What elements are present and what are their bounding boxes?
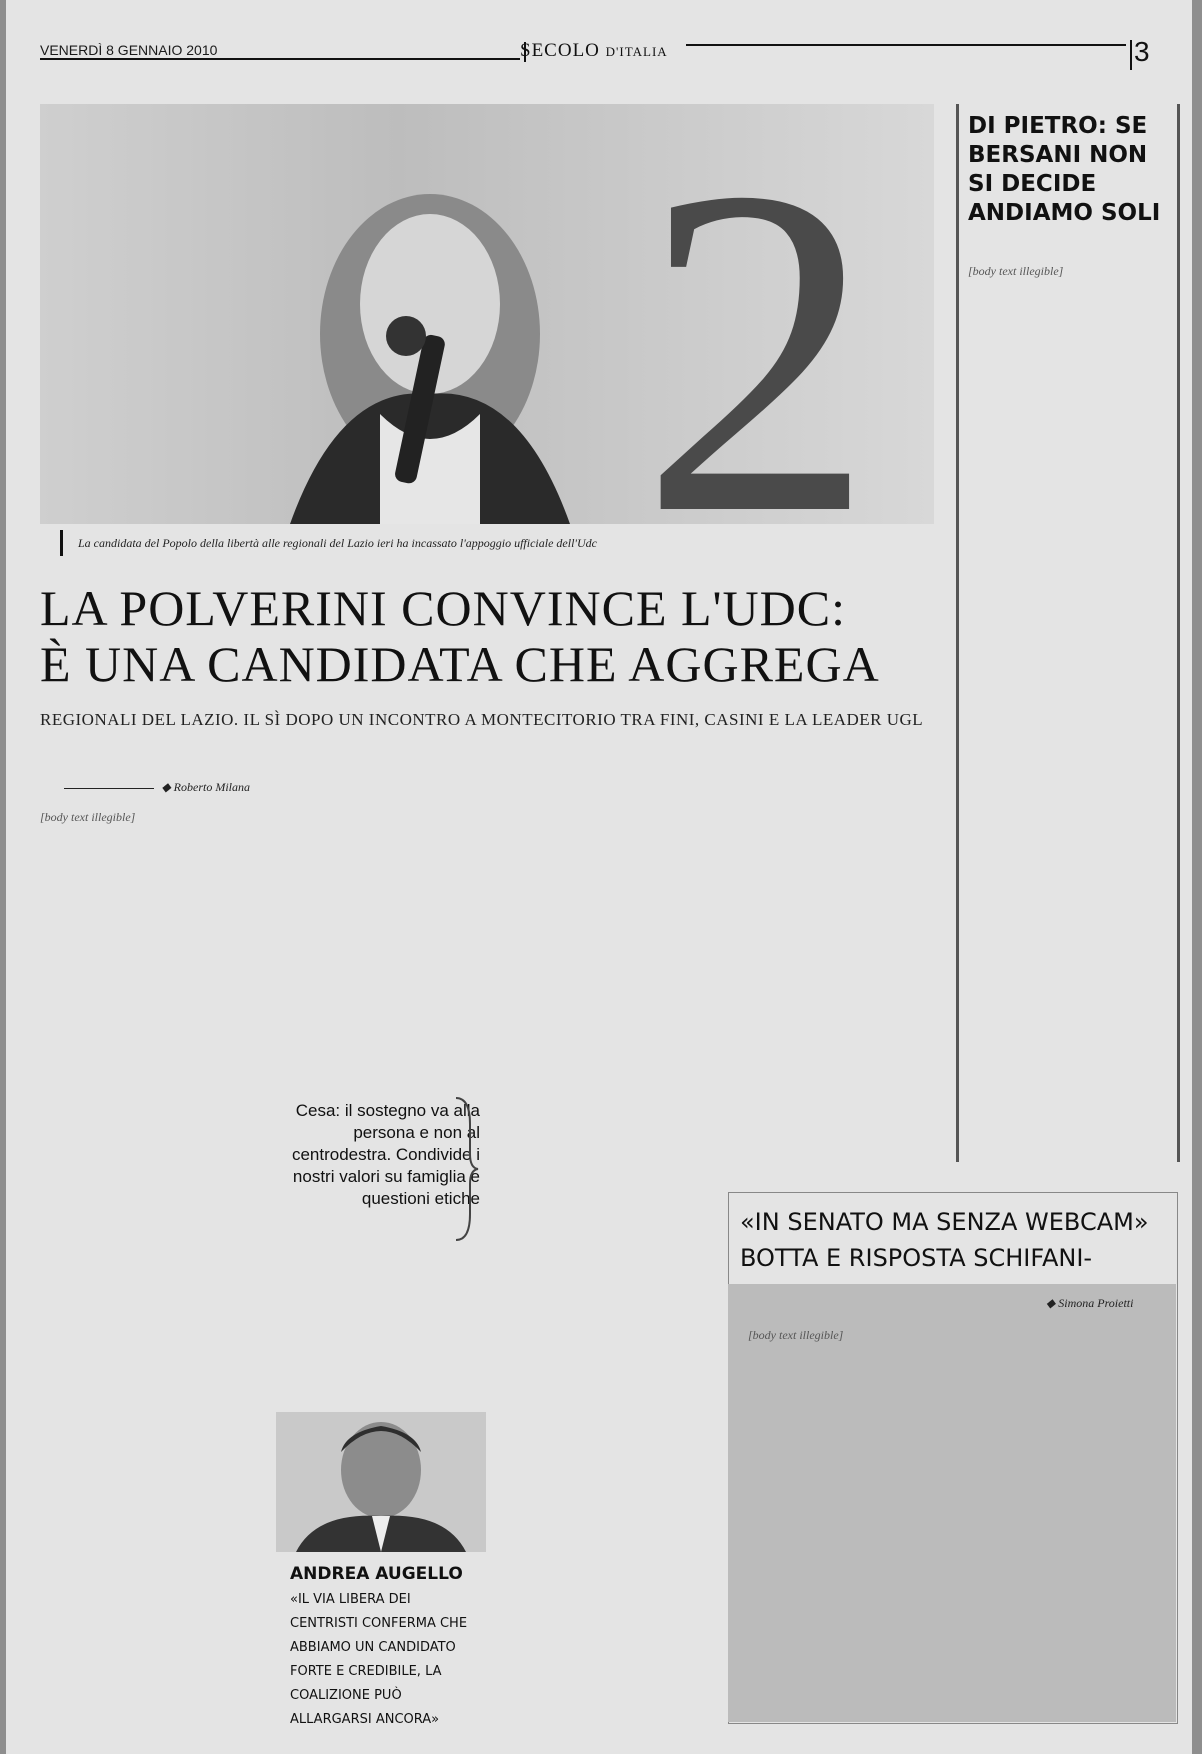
byline-author: Roberto Milana <box>173 780 250 794</box>
lead-photo <box>40 104 934 524</box>
article-column-2b <box>270 1258 480 1398</box>
article-column-1 <box>40 808 250 1728</box>
headline-line-1: LA POLVERINI CONVINCE L'UDC: <box>40 580 847 636</box>
senato-headline-line-1: «IN SENATO MA SENZA WEBCAM» <box>740 1208 1149 1236</box>
newspaper-name-main: SECOLO <box>520 40 600 61</box>
microphone-head <box>386 316 426 356</box>
augello-portrait <box>276 1412 486 1552</box>
newspaper-name-suffix: D'ITALIA <box>605 44 668 59</box>
article-column-3 <box>500 776 710 1726</box>
headline <box>40 580 940 692</box>
augello-quote: «IL VIA LIBERA DEI CENTRISTI CONFERMA CHE ABBIAMO UN CANDIDATO FORTE E CREDIBILE, LA COALIZIONE PUÒ ALLARGARSI ANCORA» <box>290 1592 468 1727</box>
senato-body <box>748 1326 1158 1706</box>
diamond-icon: ◆ <box>1046 1296 1056 1310</box>
masthead-rule <box>40 58 520 60</box>
masthead-rule <box>686 44 1126 46</box>
byline <box>40 780 250 795</box>
page-number-rule <box>1130 40 1132 70</box>
diamond-icon: ◆ <box>161 780 171 794</box>
sidebar-body-illegible: [body text illegible] <box>968 264 1064 278</box>
byline-rule <box>64 788 154 789</box>
senato-body-illegible: [body text illegible] <box>748 1328 844 1342</box>
lead-photo-graphic <box>40 104 934 524</box>
senato-headline-line-2: BOTTA E RISPOSTA SCHIFANI- <box>740 1244 1093 1272</box>
augello-portrait-graphic <box>276 1412 486 1552</box>
newspaper-page <box>6 0 1192 1754</box>
pull-quote-brace <box>452 1094 480 1244</box>
page-number: 3 <box>1134 36 1150 67</box>
senato-byline-author: Simona Proietti <box>1058 1296 1134 1310</box>
article-body-illegible: [body text illegible] <box>40 810 136 824</box>
article-column-2 <box>270 776 480 1076</box>
newspaper-name <box>520 40 668 62</box>
photo-number: 2 <box>640 104 875 524</box>
headline-line-2: È UNA CANDIDATA CHE AGGREGA <box>40 636 880 692</box>
photo-caption: La candidata del Popolo della libertà alle regionali del Lazio ieri ha incassato l'appoggio ufficiale dell'Udc <box>78 536 597 550</box>
senato-byline <box>1046 1296 1133 1311</box>
subheadline: REGIONALI DEL LAZIO. IL SÌ DOPO UN INCONTRO A MONTECITORIO TRA FINI, CASINI E LA LEADER UGL <box>40 710 924 729</box>
pull-quote: Cesa: il sostegno va alla persona e non al centrodestra. Condivide i nostri valori su famiglia e questioni etiche <box>291 1101 480 1208</box>
article-column-4 <box>730 776 940 1156</box>
sidebar-headline: DI PIETRO: SE BERSANI NON SI DECIDE ANDIAMO SOLI <box>968 113 1161 226</box>
augello-name: ANDREA AUGELLO <box>290 1564 463 1584</box>
issue-date: VENERDÌ 8 GENNAIO 2010 <box>40 42 218 58</box>
caption-bar <box>60 530 63 556</box>
sidebar-body <box>968 262 1168 1152</box>
